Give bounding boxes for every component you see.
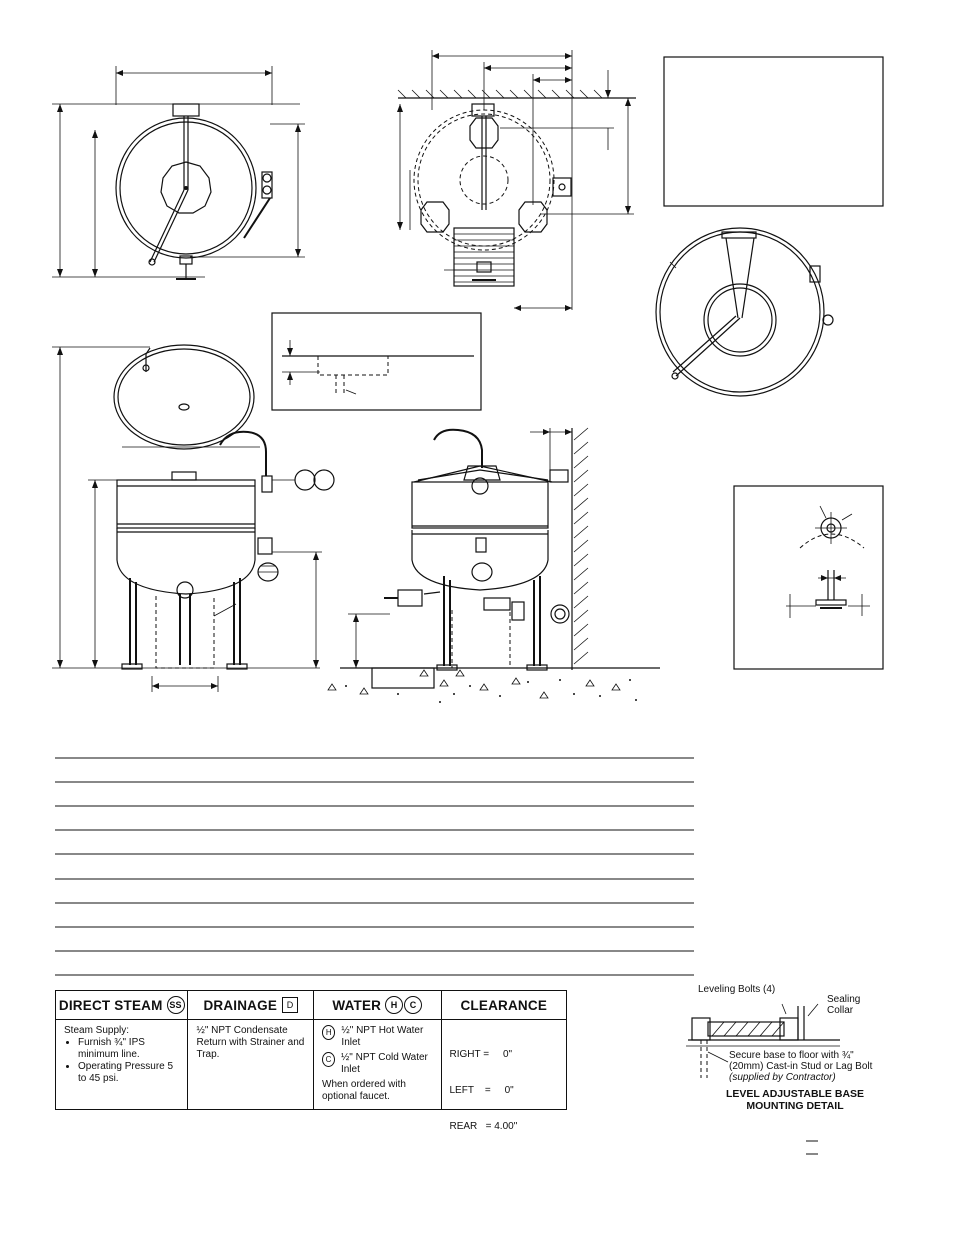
steam-item: • Operating Pressure 5 to 45 psi.: [78, 1061, 179, 1085]
clearance-header: CLEARANCE: [442, 991, 567, 1020]
utility-requirements-table: [55, 990, 567, 1132]
steam-icon: SS: [167, 996, 185, 1014]
note-box: [664, 57, 883, 206]
secure-base-label-2: (20mm) Cast-in Stud or Lag Bolt: [729, 1061, 873, 1072]
steam-column: [56, 991, 188, 1109]
secure-base-label-1: Secure base to floor with ¾": [729, 1050, 854, 1061]
top-view-kettle-right: [656, 228, 833, 396]
leveling-bolts-label: Leveling Bolts (4): [698, 984, 776, 995]
sealing-collar-label-1: Sealing: [827, 994, 861, 1005]
leg-detail: [734, 486, 883, 669]
hot-water-drop-icon: H: [322, 1025, 335, 1040]
clearance-column: [442, 991, 567, 1132]
water-column: [314, 991, 442, 1109]
drain-icon: D: [282, 997, 298, 1013]
drainage-header: DRAINAGE D: [188, 991, 313, 1020]
spec-table-rules: [55, 758, 694, 975]
cold-water-drop-icon: C: [322, 1052, 335, 1067]
front-elevation-kettle: [52, 345, 334, 692]
clearance-row: LEFT = 0": [449, 1085, 514, 1096]
steam-header: DIRECT STEAM SS: [56, 991, 187, 1020]
secure-base-label-3: (supplied by Contractor): [729, 1072, 836, 1083]
water-note: When ordered with optional faucet.: [322, 1079, 406, 1102]
mounting-detail-title-1: LEVEL ADJUSTABLE BASE: [725, 1088, 865, 1100]
sealing-collar-label-2: Collar: [827, 1005, 854, 1016]
steam-item: • Furnish ¾" IPS minimum line.: [78, 1037, 179, 1061]
side-elevation-kettle: [328, 428, 660, 703]
hot-water-icon: H: [385, 996, 403, 1014]
top-view-kettle-middle: [397, 50, 636, 311]
cold-water-text: ½" NPT Cold Water Inlet: [340, 1052, 428, 1075]
top-view-kettle-left: [52, 66, 305, 279]
drainage-text: ½" NPT Condensate Return with Strainer and Trap.: [196, 1025, 305, 1060]
hot-water-text: ½" NPT Hot Water Inlet: [341, 1025, 424, 1048]
cold-water-icon: C: [404, 996, 422, 1014]
pit-detail: [272, 313, 481, 410]
drainage-column: [188, 991, 314, 1109]
clearance-row: RIGHT = 0": [449, 1049, 513, 1060]
steam-supply-label: Steam Supply:: [64, 1025, 130, 1036]
mounting-detail-title-2: MOUNTING DETAIL: [746, 1100, 844, 1112]
clearance-row: REAR = 4.00": [449, 1121, 518, 1132]
water-header: WATER H C: [314, 991, 441, 1020]
